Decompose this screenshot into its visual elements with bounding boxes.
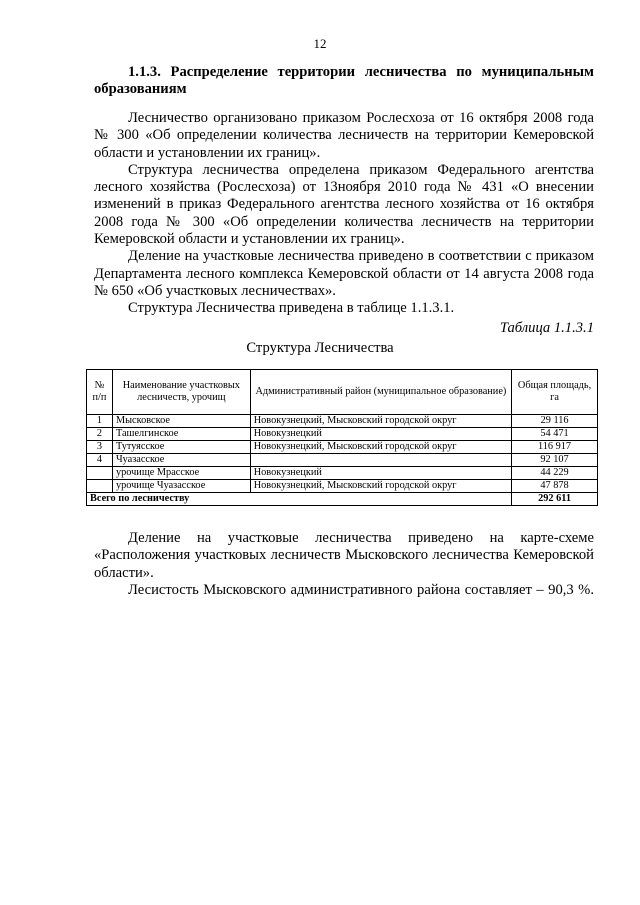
paragraph: Деление на участковые лесничества приведено на карте-схеме «Расположения участковых лесничеств Мысковского лесничества Кемеровской области». xyxy=(94,530,594,581)
paragraph: Структура Лесничества приведена в таблице 1.1.3.1. xyxy=(128,300,455,317)
table-row xyxy=(87,467,598,480)
cell-num: 2 xyxy=(87,428,113,441)
table-row xyxy=(87,415,598,428)
cell-area: 47 878 xyxy=(512,480,598,493)
header-num: № п/п xyxy=(87,370,113,415)
cell-name: урочище Чуазасское xyxy=(112,480,250,493)
header-area: Общая площадь, га xyxy=(512,370,598,415)
cell-area: 44 229 xyxy=(512,467,598,480)
cell-district: Новокузнецкий xyxy=(250,467,511,480)
cell-district xyxy=(250,454,511,467)
table-row xyxy=(87,454,598,467)
cell-area: 29 116 xyxy=(512,415,598,428)
table-row xyxy=(87,441,598,454)
table-row xyxy=(87,480,598,493)
cell-num: 1 xyxy=(87,415,113,428)
cell-area: 92 107 xyxy=(512,454,598,467)
total-label: Всего по лесничеству xyxy=(87,493,512,506)
header-district: Административный район (муниципальное образование) xyxy=(250,370,511,415)
cell-name: Чуазасское xyxy=(112,454,250,467)
cell-num: 3 xyxy=(87,441,113,454)
paragraph: Лесистость Мысковского административного района составляет – 90,3 %. xyxy=(128,581,594,598)
cell-name: урочище Мрасское xyxy=(112,467,250,480)
cell-district: Новокузнецкий, Мысковский городской округ xyxy=(250,441,511,454)
table-header-row xyxy=(87,370,598,415)
intro-text xyxy=(94,110,594,318)
cell-district: Новокузнецкий, Мысковский городской округ xyxy=(250,480,511,493)
cell-num: 4 xyxy=(87,454,113,467)
table-caption: Таблица 1.1.3.1 xyxy=(499,320,594,336)
cell-name: Ташелгинское xyxy=(112,428,250,441)
table-total-row xyxy=(87,493,598,506)
table-row xyxy=(87,428,598,441)
cell-num xyxy=(87,467,113,480)
forestry-structure-table xyxy=(86,369,598,506)
cell-district: Новокузнецкий xyxy=(250,428,511,441)
section-heading: 1.1.3. Распределение территории лесничества по муниципальным образованиям xyxy=(94,64,594,97)
cell-area: 116 917 xyxy=(512,441,598,454)
cell-name: Мысковское xyxy=(112,415,250,428)
page-number: 12 xyxy=(313,36,327,51)
total-value: 292 611 xyxy=(512,493,598,506)
cell-district: Новокузнецкий, Мысковский городской округ xyxy=(250,415,511,428)
paragraph: Лесничество организовано приказом Рослесхоза от 16 октября 2008 года № 300 «Об определении количества лесничеств на территории Кемеровской области и установлении их границ». xyxy=(94,110,594,161)
cell-num xyxy=(87,480,113,493)
closing-text xyxy=(94,530,594,599)
cell-area: 54 471 xyxy=(512,428,598,441)
paragraph: Деление на участковые лесничества приведено в соответствии с приказом Департамента лесного комплекса Кемеровской области от 14 августа 2008 года № 650 «Об участковых лесничествах». xyxy=(94,248,594,299)
header-name: Наименование участковых лесничеств, урочищ xyxy=(112,370,250,415)
cell-name: Тутуясское xyxy=(112,441,250,454)
paragraph: Структура лесничества определена приказом Федерального агентства лесного хозяйства (Рослесхоза) от 13ноября 2010 года № 431 «О внесении изменений в приказ Федерального агентства лесного хозяйства от 16 октября 2008 года № 300 «Об определении количества лесничеств на территории Кемеровской области и установлении их границ». xyxy=(94,161,594,248)
table-title: Структура Лесничества xyxy=(246,340,394,356)
